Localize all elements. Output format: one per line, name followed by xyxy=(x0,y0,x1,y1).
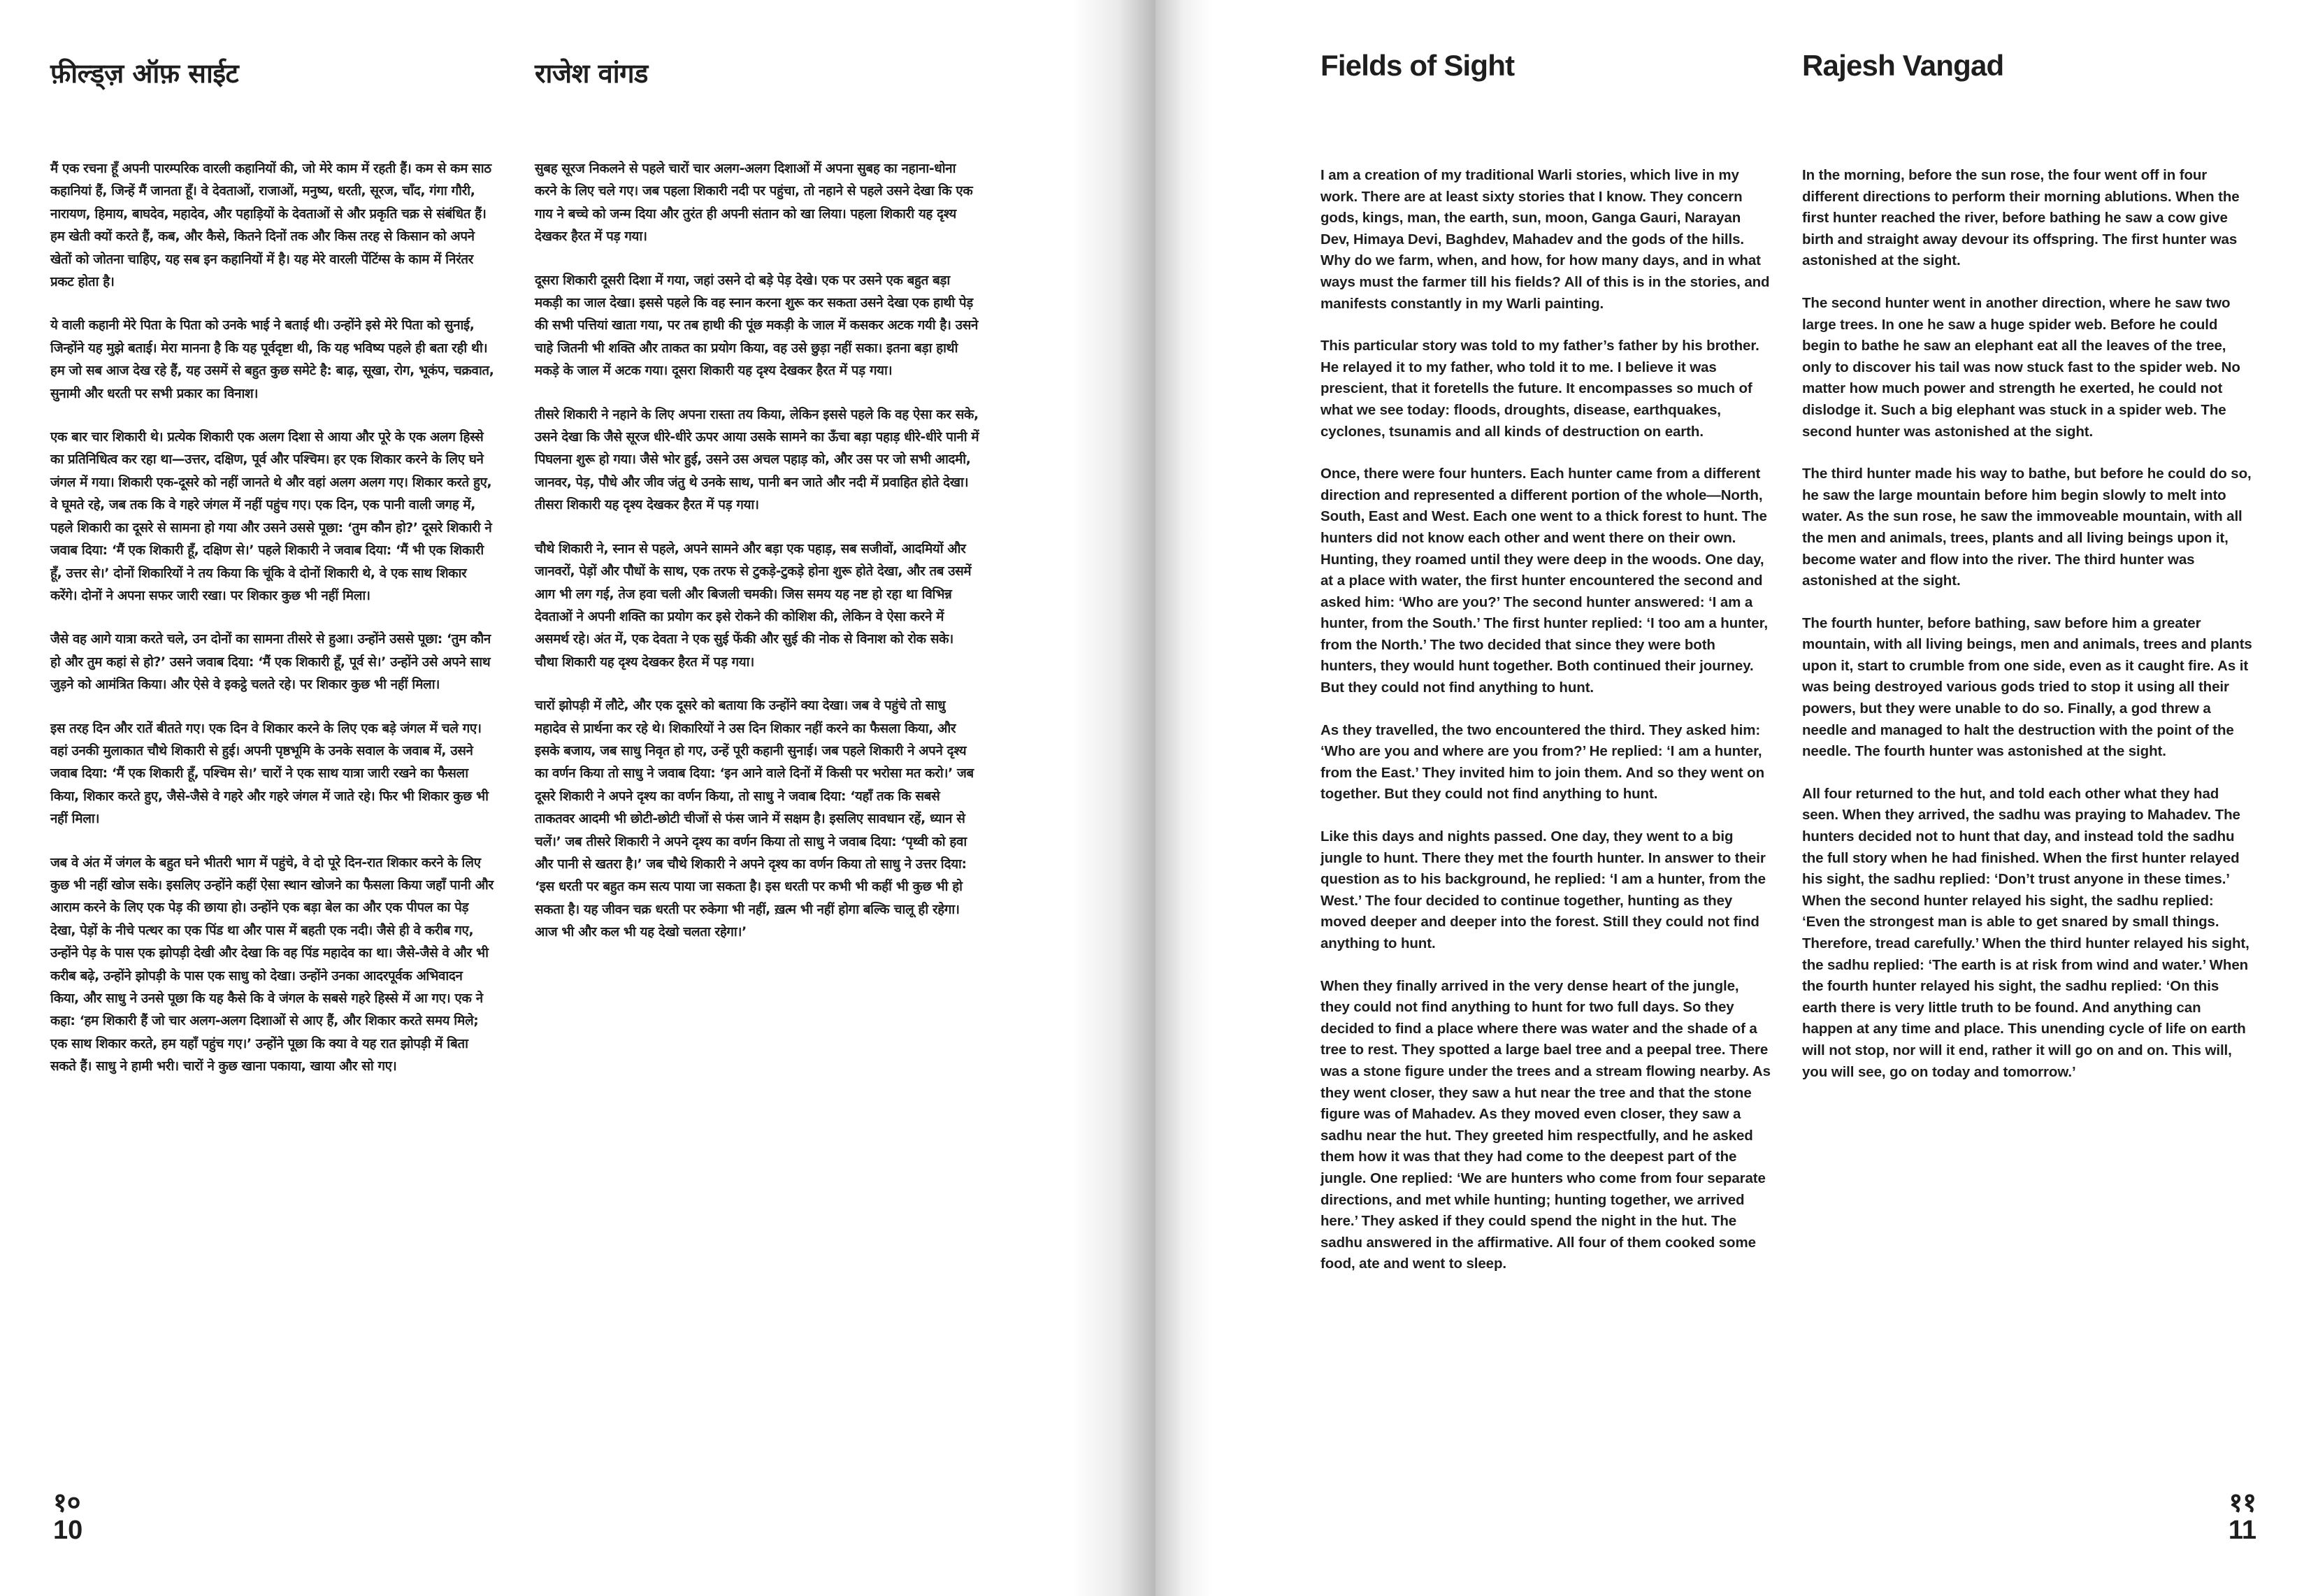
hindi-text-column-2 xyxy=(535,158,979,965)
paragraph: All four returned to the hut, and told each other what they had seen. When they arrived, the sadhu was praying to Mahadev. The hunters decided not to hunt that day, and instead told the sadhu the full story when he had finished. When the first hunter relayed his sight, the sadhu replied: ‘Don’t trust anyone in these times.’ When the second hunter relayed his sight, the sadhu replied: ‘Even the strongest man is able to get snared by small things. Therefore, tread carefully.’ When the third hunter relayed his sight, the sadhu replied: ‘The earth is at risk from wind and water.’ When the fourth hunter relayed his sight, the sadhu replied: ‘On this earth there is very little truth to be found. And anything can happen at any time and place. This unending cycle of life on earth will not stop, nor will it end, rather it will go on and on. This will, you will see, go on today and tomorrow.’ xyxy=(1802,785,2249,1080)
english-text-column-1 xyxy=(1320,165,1771,1296)
paragraph: ये वाली कहानी मेरे पिता के पिता को उनके भाई ने बताई थी। उन्होंने इसे मेरे पिता को सुनाई, जिन्होंने यह मुझे बताई। मेरा मानना है कि यह पूर्वदृष्टा थी, कि यह भविष्य पहले ही बता रही थी। हम जो सब आज देख रहे हैं, यह उसमें से बहुत कुछ समेटे है: बाढ़, सूखा, रोग, भूकंप, चक्रवात, सुनामी और धरती पर सभी प्रकार का विनाश। xyxy=(50,318,494,401)
paragraph: When they finally arrived in the very dense heart of the jungle, they could not find anything to hunt for two full days. So they decided to find a place where there was water and the shade of a tree to rest. They spotted a large bael tree and a peepal tree. There was a stone figure under the trees and a stream flowing nearby. As they went closer, they saw a hut near the tree and that the stone figure was of Mahadev. As they moved even closer, they saw a sadhu near the hut. They greeted him respectfully, and he asked them how it was that they had come to the deepest part of the jungle. One replied: ‘We are hunters who come from four separate directions, and met while hunting; hunting together, we arrived here.’ They asked if they could spend the night in the hut. The sadhu answered in the affirmative. All four of them cooked some food, ate and went to sleep. xyxy=(1320,977,1771,1272)
paragraph: I am a creation of my traditional Warli stories, which live in my work. There are at least sixty stories that I know. They concern gods, kings, man, the earth, sun, moon, Ganga Gauri, Narayan Dev, Himaya Devi, Baghdev, Mahadev and the gods of the hills. Why do we farm, when, and how, for how many days, and in what ways must the farmer till his fields? All of this is in the stories, and manifests constantly in my Warli painting. xyxy=(1320,167,1770,312)
paragraph: जैसे वह आगे यात्रा करते चले, उन दोनों का सामना तीसरे से हुआ। उन्होंने उससे पूछा: ‘तुम कौन हो और तुम कहां से हो?’ उसने जवाब दिया: ‘मैं एक शिकारी हूँ, पूर्व से।’ उन्होंने उसे अपने साथ जुड़ने को आमंत्रित किया। और ऐसे वे इकट्ठे चलते रहे। पर शिकार कुछ भी नहीं मिला। xyxy=(50,632,491,693)
paragraph: चारों झोपड़ी में लौटे, और एक दूसरे को बताया कि उन्होंने क्या देखा। जब वे पहुंचे तो साधु महादेव से प्रार्थना कर रहे थे। शिकारियों ने उस दिन शिकार नहीं करने का फैसला किया, और इसके बजाय, जब साधु निवृत हो गए, उन्हें पूरी कहानी सुनाई। जब पहले शिकारी ने अपने दृश्य का वर्णन किया तो साधु ने जवाब दिया: ‘इन आने वाले दिनों में किसी पर भरोसा मत करो।’ जब दूसरे शिकारी ने अपने दृश्य का वर्णन किया, तो साधु ने जवाब दिया: ‘यहाँ तक कि सबसे ताकतवर आदमी भी छोटी-छोटी चीजों से फंस जाने में सक्षम है। इसलिए सावधान रहें, ध्यान से चलें।’ जब तीसरे शिकारी ने अपने दृश्य का वर्णन किया तो साधु ने जवाब दिया: ‘पृथ्वी को हवा और पानी से खतरा है।’ जब चौथे शिकारी ने अपने दृश्य का वर्णन किया तो साधु ने उत्तर दिया: ‘इस धरती पर बहुत कम सत्य पाया जा सकता है। इस धरती पर कभी भी कहीं भी कुछ भी हो सकता है। यह जीवन चक्र धरती पर रुकेगा भी नहीं, ख़त्म भी नहीं होगा बल्कि चालू ही रहेगा। आज भी और कल भी यह देखो चलता रहेगा।’ xyxy=(535,698,974,940)
paragraph: As they travelled, the two encountered the third. They asked him: ‘Who are you and where are you from?’ He replied: ‘I am a hunter, from the East.’ They invited him to join them. And so they went on together. But they could not find anything to hunt. xyxy=(1320,721,1765,803)
paragraph: तीसरे शिकारी ने नहाने के लिए अपना रास्ता तय किया, लेकिन इससे पहले कि वह ऐसा कर सके, उसने देखा कि जैसे सूरज धीरे-धीरे ऊपर आया उसके सामने का ऊँचा बड़ा पहाड़ धीरे-धीरे पानी में पिघलना शुरू हो गया। जैसे भोर हुई, उसने उस अचल पहाड़ को, और उस पर जो सभी आदमी, जानवर, पेड़, पौधे और जीव जंतु थे उनके साथ, पानी बन जाते और नदी में प्रवाहित होते देखा। तीसरा शिकारी यह दृश्य देखकर हैरत में पड़ गया। xyxy=(535,407,979,513)
paragraph: चौथे शिकारी ने, स्नान से पहले, अपने सामने और बड़ा एक पहाड़, सब सजीवों, आदमियों और जानवरों, पेड़ों और पौधों के साथ, एक तरफ से टुकड़े-टुकड़े होना शुरू होते देखा, और तब उसमें आग भी लग गई, तेज हवा चली और बिजली चमकी। जिस समय यह नष्ट हो रहा था विभिन्न देवताओं ने अपनी शक्ति का प्रयोग कर इसे रोकने की कोशिश की, लेकिन वे ऐसा करने में असमर्थ रहे। अंत में, एक देवता ने एक सुई फेंकी और सुई की नोक से विनाश को रोक सके। चौथा शिकारी यह दृश्य देखकर हैरत में पड़ गया। xyxy=(535,541,972,670)
paragraph: दूसरा शिकारी दूसरी दिशा में गया, जहां उसने दो बड़े पेड़ देखे। एक पर उसने एक बहुत बड़ा मकड़ी का जाल देखा। इससे पहले कि वह स्नान करना शुरू कर सकता उसने देखा एक हाथी पेड़ की सभी पत्तियां खाता गया, पर तब हाथी की पूंछ मकड़ी के जाल में कसकर अटक गयी है। उसने चाहे जितनी भी शक्ति और ताकत का प्रयोग किया, वह उसे छुड़ा नहीं सका। इतना बड़ा हाथी मकड़े के जाल में अटक गया। दूसरा शिकारी यह दृश्य देखकर हैरत में पड़ गया। xyxy=(535,273,979,379)
gutter-shadow xyxy=(1156,0,1211,1596)
paragraph: The second hunter went in another direction, where he saw two large trees. In one he saw a huge spider web. Before he could begin to bathe he saw an elephant eat all the leaves of the tree, only to discover his tail was now stuck fast to the spider web. No matter how much power and strength he exerted, he could not dislodge it. Such a big elephant was stuck in a spider web. The second hunter was astonished at the sight. xyxy=(1802,294,2240,440)
paragraph: The third hunter made his way to bathe, but before he could do so, he saw the large mountain before him begin slowly to melt into water. As the sun rose, he saw the immoveable mountain, with all the men and animals, trees, plants and all living beings upon it, become water and flow into the river. The third hunter was astonished at the sight. xyxy=(1802,466,2252,589)
hindi-text-column-1 xyxy=(50,158,495,1100)
page-number-devanagari: १० xyxy=(53,1487,81,1518)
english-text-column-2 xyxy=(1802,165,2252,1104)
paragraph: Like this days and nights passed. One day, they went to a big jungle to hunt. There they met the fourth hunter. In answer to their question as to his background, he replied: ‘I am a hunter, from the West.’ The four decided to continue together, hunting as they moved deeper and deeper into the forest. Still they could not find anything to hunt. xyxy=(1320,828,1766,951)
paragraph: The fourth hunter, before bathing, saw before him a greater mountain, with all living beings, men and animals, trees and plants upon it, start to crumble from one side, even as it caught fire. As it was being destroyed various gods tried to stop it using all their powers, but they were unable to do so. Finally, a god threw a needle and managed to halt the destruction with the point of the needle. The fourth hunter was astonished at the sight. xyxy=(1802,614,2252,760)
page-number: 10 xyxy=(53,1516,83,1545)
gutter-shadow xyxy=(1072,0,1156,1596)
page-title-hindi: फ़ील्ड्ज़ ऑफ़ साईट xyxy=(50,58,239,89)
page-number-devanagari: ११ xyxy=(2229,1487,2256,1518)
paragraph: जब वे अंत में जंगल के बहुत घने भीतरी भाग में पहुंचे, वे दो पूरे दिन-रात शिकार करने के लिए कुछ भी नहीं खोज सके। इसलिए उन्होंने कहीं ऐसा स्थान खोजने का फैसला किया जहाँ पानी और आराम करने के लिए एक पेड़ की छाया हो। उन्होंने एक बड़ा बेल का और एक पीपल का पेड़ देखा, पेड़ों के नीचे पत्थर का एक पिंड था और पास में बहती एक नदी। जैसे ही वे करीब गए, उन्होंने पेड़ के पास एक झोपड़ी देखी और देखा कि वह पिंड महादेव का था। जैसे-जैसे वे और भी करीब बढ़े, उन्होंने झोपड़ी के पास एक साधु को देखा। उन्होंने उनका आदरपूर्वक अभिवादन किया, और साधु ने उनसे पूछा कि यह कैसे कि वे जंगल के सबसे गहरे हिस्से में आ गए। एक ने कहा: ‘हम शिकारी हैं जो चार अलग-अलग दिशाओं से आए हैं, और शिकार करते समय मिले; एक साथ शिकार करते, हम यहाँ पहुंच गए।’ उन्होंने पूछा कि क्या वे यह रात झोपड़ी में बिता सकते हैं। साधु ने हामी भरी। चारों ने कुछ खाना पकाया, खाया और सो गए। xyxy=(50,855,494,1074)
author-name-hindi: राजेश वांगड xyxy=(535,58,648,89)
paragraph: In the morning, before the sun rose, the four went off in four different directions to perform their morning ablutions. When the first hunter reached the river, before bathing he saw a cow give birth and straight away devour its offspring. The first hunter was astonished at the sight. xyxy=(1802,167,2240,269)
paragraph: सुबह सूरज निकलने से पहले चारों चार अलग-अलग दिशाओं में अपना सुबह का नहाना-धोना करने के लिए चले गए। जब पहला शिकारी नदी पर पहुंचा, तो नहाने से पहले उसने देखा कि एक गाय ने बच्चे को जन्म दिया और तुरंत ही अपनी संतान को खा लिया। पहला शिकारी यह दृश्य देखकर हैरत में पड़ गया। xyxy=(535,161,973,245)
paragraph: इस तरह दिन और रातें बीतते गए। एक दिन वे शिकार करने के लिए एक बड़े जंगल में चले गए। वहां उनकी मुलाकात चौथे शिकारी से हुई। अपनी पृष्ठभूमि के उनके सवाल के जवाब में, उसने जवाब दिया: ‘मैं एक शिकारी हूँ, पश्चिम से।’ चारों ने एक साथ यात्रा जारी रखने का फैसला किया, शिकार करते हुए, जैसे-जैसे वे गहरे और गहरे जंगल में जाते रहे। फिर भी शिकार कुछ भी नहीं मिला। xyxy=(50,721,489,827)
paragraph: मैं एक रचना हूँ अपनी पारम्परिक वारली कहानियों की, जो मेरे काम में रहती हैं। कम से कम साठ कहानियां हैं, जिन्हें मैं जानता हूँ। वे देवताओं, राजाओं, मनुष्य, धरती, सूरज, चाँद, गंगा गौरी, नारायण, हिमाय, बाघदेव, महादेव, और पहाड़ियों के देवताओं से और प्रकृति चक्र से संबंधित हैं। हम खेती क्यों करते हैं, कब, और कैसे, कितने दिनों तक और किस तरह से किसान को अपने खेतों को जोतना चाहिए, यह सब इन कहानियों में है। यह मेरे वारली पेंटिंग्स के काम में निरंतर प्रकट होता है। xyxy=(50,161,491,290)
page-number: 11 xyxy=(2228,1516,2256,1545)
paragraph: Once, there were four hunters. Each hunter came from a different direction and represented a different portion of the whole—North, South, East and West. Each one went to a thick forest to hunt. The hunters did not know each other and went there on their own. Hunting, they roamed until they were deep in the woods. One day, at a place with water, the first hunter encountered the second and asked him: ‘Who are you?’ The second hunter answered: ‘I am a hunter, from the South.’ The first hunter replied: ‘I too am a hunter, from the North.’ The two decided that since they were both hunters, they would hunt together. Both continued their journey. But they could not find anything to hunt. xyxy=(1320,466,1768,696)
page-title-english: Fields of Sight xyxy=(1320,49,1515,82)
paragraph: This particular story was told to my father’s father by his brother. He relayed it to my father, who told it to me. I believe it was prescient, that it foretells the future. It encompasses so much of what we see today: floods, droughts, disease, earthquakes, cyclones, tsunamis and all kinds of destruction on earth. xyxy=(1320,338,1759,440)
author-name-english: Rajesh Vangad xyxy=(1802,49,2004,82)
paragraph: एक बार चार शिकारी थे। प्रत्येक शिकारी एक अलग दिशा से आया और पूरे के एक अलग हिस्से का प्रतिनिधित्व कर रहा था—उत्तर, दक्षिण, पूर्व और पश्चिम। हर एक शिकार करने के लिए घने जंगल में गया। शिकारी एक-दूसरे को नहीं जानते थे और वहां अलग अलग गए। शिकार करते हुए, वे घूमते रहे, जब तक कि वे गहरे जंगल में नहीं पहुंच गए। एक दिन, एक पानी वाली जगह में, पहले शिकारी का दूसरे से सामना हो गया और उसने उससे पूछा: ‘तुम कौन हो?’ दूसरे शिकारी ने जवाब दिया: ‘मैं एक शिकारी हूँ, दक्षिण से।’ पहले शिकारी ने जवाब दिया: ‘मैं भी एक शिकारी हूँ, उत्तर से।’ दोनों शिकारियों ने तय किया कि चूंकि वे दोनों शिकारी थे, वे एक साथ शिकार करेंगे। दोनों ने अपना सफर जारी रखा। पर शिकार कुछ भी नहीं मिला। xyxy=(50,430,492,603)
right-page-english xyxy=(1156,0,2311,1596)
